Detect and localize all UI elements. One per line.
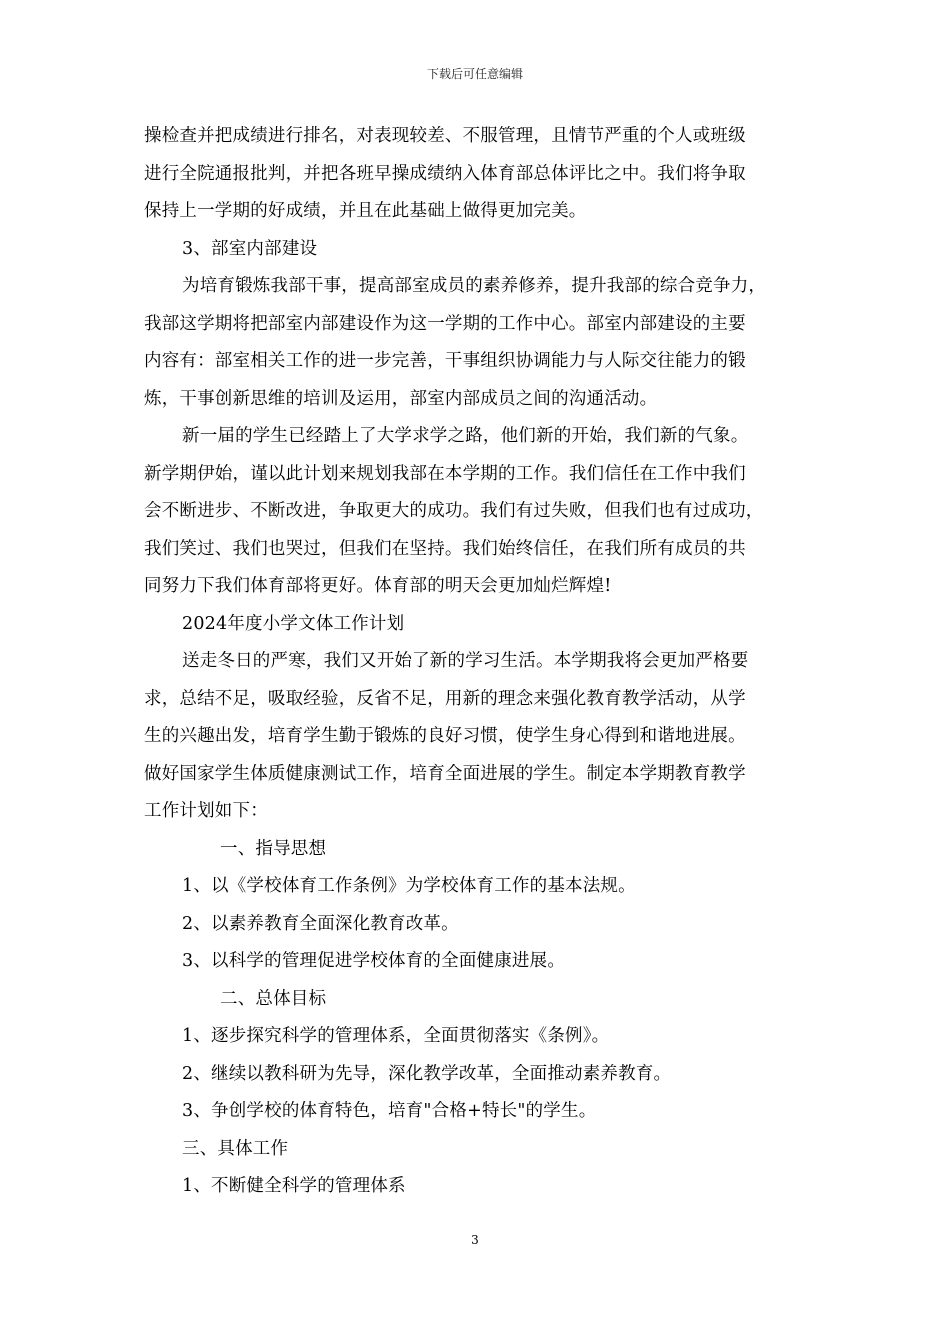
text-line: 送走冬日的严寒，我们又开始了新的学习生活。本学期我将会更加严格要 [182,651,749,671]
text-line: 一、指导思想 [220,838,327,859]
text-line: 会不断进步、不断改进，争取更大的成功。我们有过失败，但我们也有过成功， [144,501,764,521]
text-line: 三、具体工作 [182,1138,289,1159]
text-line: 同努力下我们体育部将更好。体育部的明天会更加灿烂辉煌! [144,576,612,596]
text-line: 2、以素养教育全面深化教育改革。 [182,913,459,934]
text-line: 进行全院通报批判，并把各班早操成绩纳入体育部总体评比之中。我们将争取 [144,163,746,184]
text-line: 求，总结不足，吸取经验，反省不足，用新的理念来强化教育教学活动，从学 [144,688,746,709]
text-line: 炼，干事创新思维的培训及运用，部室内部成员之间的沟通活动。 [144,388,658,409]
text-line: 1、逐步探究科学的管理体系，全面贯彻落实《条例》。 [182,1026,610,1046]
text-line: 我们笑过、我们也哭过，但我们在坚持。我们始终信任，在我们所有成员的共 [144,538,746,559]
text-line: 1、以《学校体育工作条例》为学校体育工作的基本法规。 [182,876,636,896]
text-line: 3、争创学校的体育特色，培育"合格+特长"的学生。 [182,1101,597,1121]
text-line: 保持上一学期的好成绩，并且在此基础上做得更加完美。 [144,201,587,221]
text-line: 新学期伊始，谨以此计划来规划我部在本学期的工作。我们信任在工作中我们 [144,463,746,484]
text-line: 操检查并把成绩进行排名，对表现较差、不服管理，且情节严重的个人或班级 [144,126,746,146]
text-line: 2、继续以教科研为先导，深化教学改革，全面推动素养教育。 [182,1063,672,1084]
text-line: 生的兴趣出发，培育学生勤于锻炼的良好习惯，使学生身心得到和谐地进展。 [144,726,746,746]
page-header: 下载后可任意编辑 [426,67,523,81]
text-line: 内容有：部室相关工作的进一步完善，干事组织协调能力与人际交往能力的锻 [144,351,746,371]
document-body [144,118,816,1206]
text-line: 新一届的学生已经踏上了大学求学之路，他们新的开始，我们新的气象。 [182,426,749,446]
text-line: 3、部室内部建设 [182,238,318,259]
text-line: 做好国家学生体质健康测试工作，培育全面进展的学生。制定本学期教育教学 [144,763,746,784]
page-number: 3 [471,1233,479,1247]
text-line: 我部这学期将把部室内部建设作为这一学期的工作中心。部室内部建设的主要 [144,313,746,334]
text-line: 工作计划如下： [144,801,268,821]
text-line: 二、总体目标 [220,988,327,1009]
text-line: 1、不断健全科学的管理体系 [182,1176,406,1196]
text-line: 为培育锻炼我部干事，提高部室成员的素养修养，提升我部的综合竞争力， [182,276,767,296]
text-line: 2024年度小学文体工作计划 [182,613,405,634]
text-line: 3、以科学的管理促进学校体育的全面健康进展。 [182,951,566,971]
